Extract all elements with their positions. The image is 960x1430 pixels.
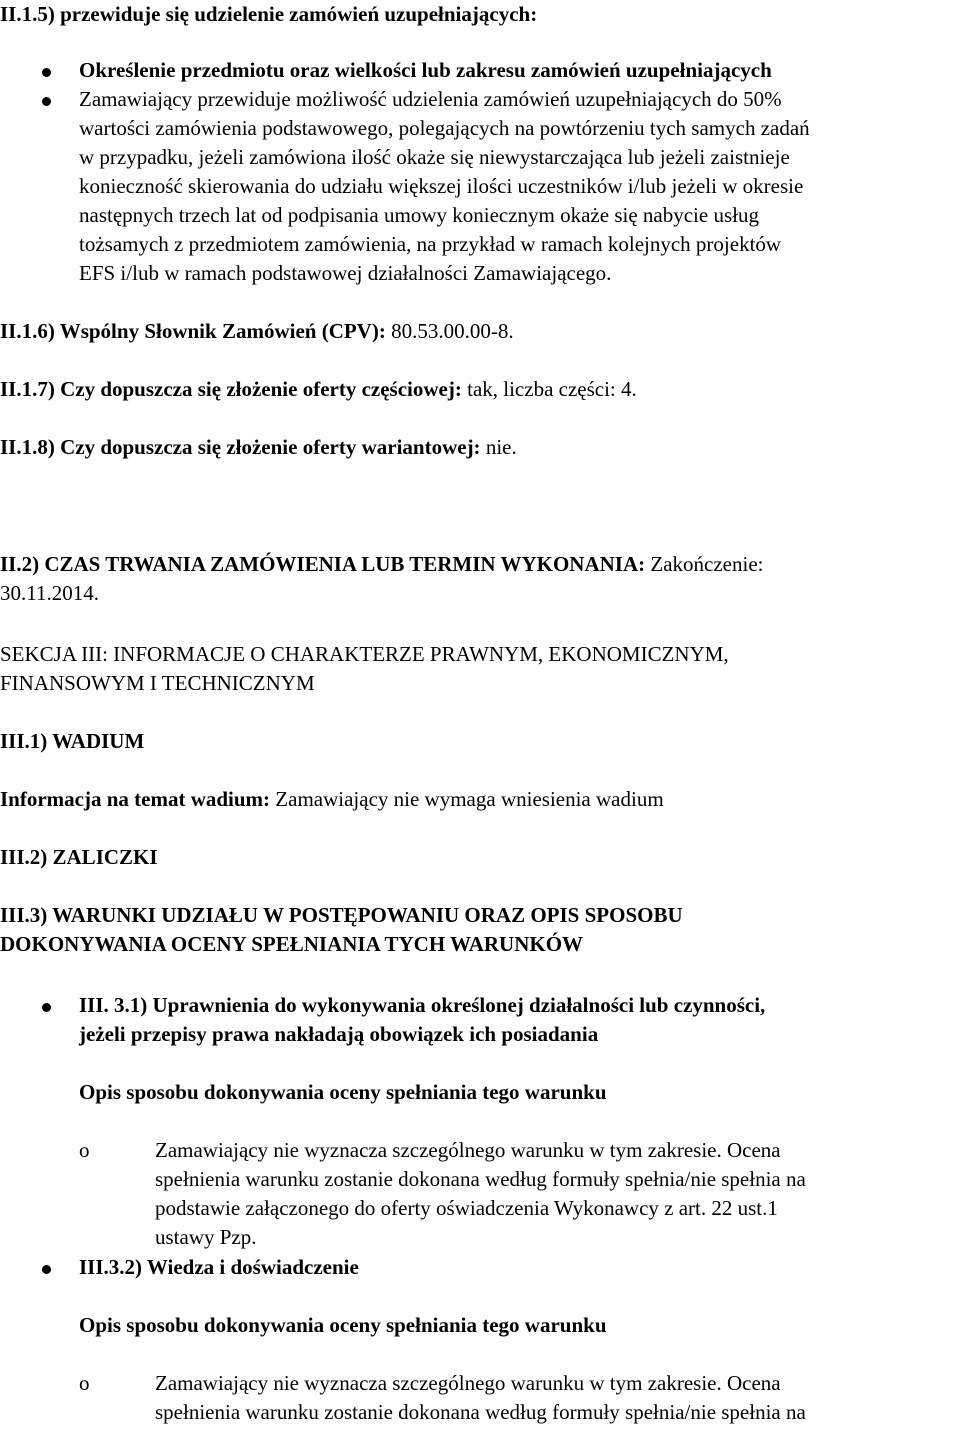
condition-3-1-opis: Opis sposobu dokonywania oceny spełniania tego warunku bbox=[79, 1080, 607, 1104]
section-iii-title-line: SEKCJA III: INFORMACJE O CHARAKTERZE PRAWNYM, EKONOMICZNYM, bbox=[0, 642, 729, 666]
bullet-icon bbox=[42, 1003, 51, 1012]
bullet-item-2-line: konieczność skierowania do udziału większej ilości uczestników i/lub jeżeli w okresie bbox=[79, 174, 804, 198]
condition-3-1-heading-line: III. 3.1) Uprawnienia do wykonywania określonej działalności lub czynności, bbox=[79, 993, 766, 1017]
section-ii-2-date: 30.11.2014. bbox=[0, 581, 99, 605]
condition-3-2-text-line: spełnienia warunku zostanie dokonana według formuły spełnia/nie spełnia na bbox=[155, 1400, 806, 1424]
condition-3-1-text-line: Zamawiający nie wyznacza szczególnego warunku w tym zakresie. Ocena bbox=[155, 1138, 781, 1162]
bullet-item-2-line: EFS i/lub w ramach podstawowej działalności Zamawiającego. bbox=[79, 261, 612, 285]
section-label: II.1.8) Czy dopuszcza się złożenie oferty wariantowej: bbox=[0, 435, 481, 459]
bullet-item-2-line: w przypadku, jeżeli zamówiona ilość okaże się niewystarczająca lub jeżeli zaistnieje bbox=[79, 145, 790, 169]
section-ii-1-7 bbox=[0, 375, 637, 404]
wadium-heading: III.1) WADIUM bbox=[0, 729, 145, 753]
bullet-icon bbox=[42, 97, 51, 106]
wadium-value: Zamawiający nie wymaga wniesienia wadium bbox=[270, 787, 664, 811]
bullet-item-2-line: następnych trzech lat od podpisania umowy koniecznym okaże się nabycie usług bbox=[79, 203, 759, 227]
bullet-item-2-line: wartości zamówienia podstawowego, polegających na powtórzeniu tych samych zadań bbox=[79, 116, 810, 140]
section-ii-1-8 bbox=[0, 433, 517, 462]
circle-bullet-icon: o bbox=[79, 1371, 90, 1395]
section-value: tak, liczba części: 4. bbox=[461, 377, 637, 401]
bullet-item-1: Określenie przedmiotu oraz wielkości lub zakresu zamówień uzupełniających bbox=[79, 58, 772, 82]
condition-3-1-text-line: spełnienia warunku zostanie dokonana według formuły spełnia/nie spełnia na bbox=[155, 1167, 806, 1191]
section-value: 80.53.00.00-8. bbox=[385, 319, 514, 343]
condition-3-2-text-line: Zamawiający nie wyznacza szczególnego warunku w tym zakresie. Ocena bbox=[155, 1371, 781, 1395]
section-ii-2 bbox=[0, 550, 763, 579]
condition-3-1-heading-line: jeżeli przepisy prawa nakładają obowiązek ich posiadania bbox=[79, 1022, 599, 1046]
circle-bullet-icon: o bbox=[79, 1138, 90, 1162]
wadium-label: Informacja na temat wadium: bbox=[0, 787, 271, 811]
bullet-icon bbox=[42, 1265, 51, 1274]
condition-3-1-text-line: podstawie załączonego do oferty oświadczenia Wykonawcy z art. 22 ust.1 bbox=[155, 1196, 778, 1220]
bullet-icon bbox=[42, 68, 51, 77]
warunki-heading-line: DOKONYWANIA OCENY SPEŁNIANIA TYCH WARUNKÓW bbox=[0, 932, 584, 956]
section-iii-title-line: FINANSOWYM I TECHNICZNYM bbox=[0, 671, 315, 695]
section-heading-ii-1-5: II.1.5) przewiduje się udzielenie zamówień uzupełniających: bbox=[0, 2, 538, 26]
section-label: II.1.7) Czy dopuszcza się złożenie oferty częściowej: bbox=[0, 377, 462, 401]
bullet-item-2-line: tożsamych z przedmiotem zamówienia, na przykład w ramach kolejnych projektów bbox=[79, 232, 782, 256]
condition-3-1-text-line: ustawy Pzp. bbox=[155, 1225, 257, 1249]
wadium-info bbox=[0, 785, 664, 814]
bullet-item-2-line: Zamawiający przewiduje możliwość udzielenia zamówień uzupełniających do 50% bbox=[79, 87, 782, 111]
section-ii-1-6 bbox=[0, 317, 514, 346]
condition-3-2-opis: Opis sposobu dokonywania oceny spełniania tego warunku bbox=[79, 1313, 607, 1337]
condition-3-2-heading: III.3.2) Wiedza i doświadczenie bbox=[79, 1255, 359, 1279]
section-value: Zakończenie: bbox=[645, 552, 764, 576]
warunki-heading-line: III.3) WARUNKI UDZIAŁU W POSTĘPOWANIU ORAZ OPIS SPOSOBU bbox=[0, 903, 683, 927]
section-label: II.1.6) Wspólny Słownik Zamówień (CPV): bbox=[0, 319, 386, 343]
section-label: II.2) CZAS TRWANIA ZAMÓWIENIA LUB TERMIN WYKONANIA: bbox=[0, 552, 646, 576]
zaliczki-heading: III.2) ZALICZKI bbox=[0, 845, 158, 869]
section-value: nie. bbox=[480, 435, 517, 459]
